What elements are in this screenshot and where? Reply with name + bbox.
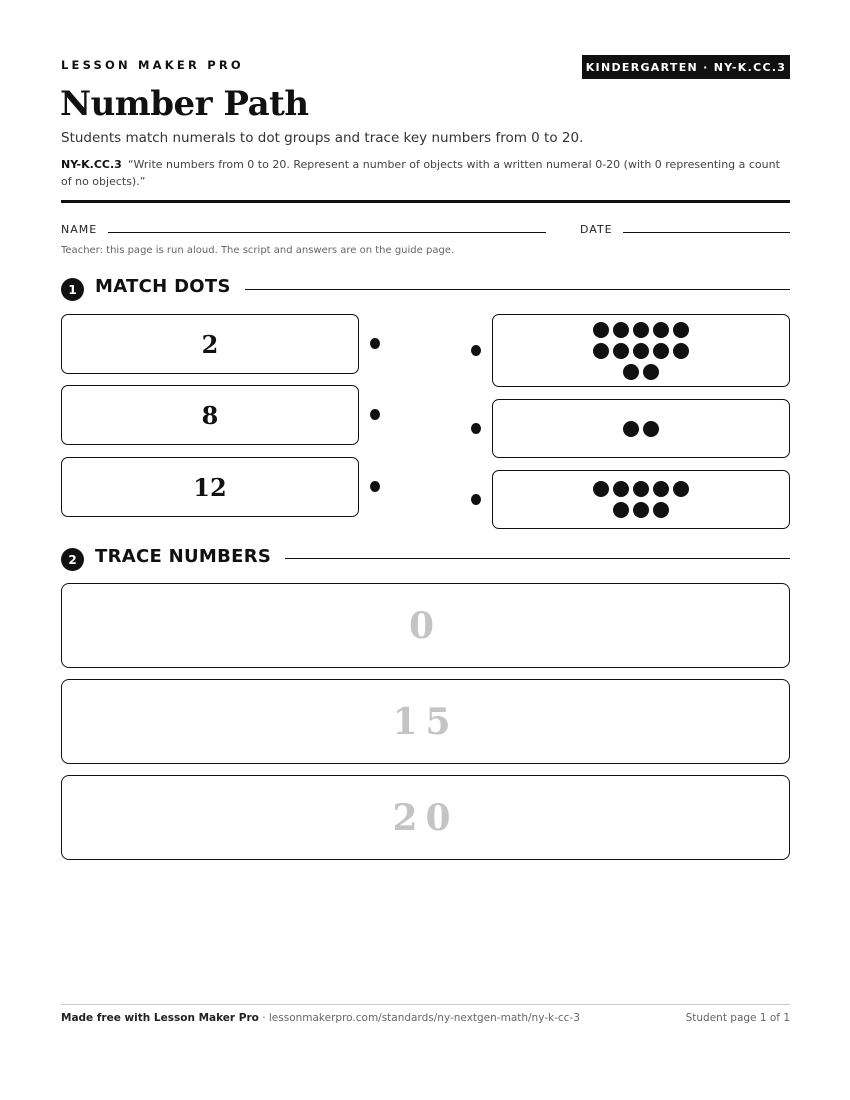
count-dot (613, 502, 629, 518)
footer-page-number: Student page 1 of 1 (685, 1012, 790, 1024)
footer-url[interactable]: · lessonmakerpro.com/standards/ny-nextgen-math/ny-k-cc-3 (258, 1012, 580, 1024)
dot-row (593, 481, 689, 497)
name-label: NAME (61, 223, 98, 236)
count-dot (593, 322, 609, 338)
grade-standard-badge: KINDERGARTEN · NY-K.CC.3 (582, 55, 790, 79)
numeral-match-point-3[interactable] (370, 481, 380, 492)
count-dot (633, 502, 649, 518)
dot-row (623, 364, 659, 380)
section-2-number: 2 (61, 548, 84, 571)
section-1-title: MATCH DOTS (95, 276, 231, 297)
footer-made-with: Made free with Lesson Maker Pro (61, 1012, 259, 1024)
count-dot (673, 322, 689, 338)
date-label: DATE (580, 223, 613, 236)
count-dot (653, 343, 669, 359)
numeral-box-2: 8 (61, 385, 359, 445)
dots-match-point-2[interactable] (471, 423, 481, 434)
dot-row (593, 322, 689, 338)
standard-code: NY-K.CC.3 (61, 158, 122, 171)
dot-group-box-2 (492, 399, 790, 458)
numeral-box-1: 2 (61, 314, 359, 374)
count-dot (643, 421, 659, 437)
section-2-title: TRACE NUMBERS (95, 546, 272, 567)
count-dot (653, 481, 669, 497)
dot-row (623, 421, 659, 437)
numeral-match-point-1[interactable] (370, 338, 380, 349)
count-dot (613, 481, 629, 497)
trace-box-1[interactable]: 0 (61, 583, 790, 668)
dots-match-point-1[interactable] (471, 345, 481, 356)
name-field[interactable] (108, 232, 546, 233)
count-dot (593, 343, 609, 359)
standard-description (61, 156, 791, 190)
count-dot (643, 364, 659, 380)
count-dot (633, 343, 649, 359)
count-dot (623, 364, 639, 380)
section-2-rule (285, 558, 790, 559)
footer-credit (61, 1012, 580, 1024)
trace-box-3[interactable]: 20 (61, 775, 790, 860)
date-field[interactable] (623, 232, 790, 233)
count-dot (593, 481, 609, 497)
page-title: Number Path (60, 84, 309, 124)
count-dot (673, 343, 689, 359)
dot-group-box-3 (492, 470, 790, 529)
count-dot (653, 322, 669, 338)
header-divider (61, 200, 790, 203)
dot-row (613, 502, 669, 518)
count-dot (673, 481, 689, 497)
footer-divider (61, 1004, 790, 1005)
section-1-number: 1 (61, 278, 84, 301)
count-dot (613, 343, 629, 359)
teacher-note: Teacher: this page is run aloud. The script and answers are on the guide page. (61, 245, 455, 256)
section-1-rule (245, 289, 790, 290)
dot-row (593, 343, 689, 359)
dot-group-box-1 (492, 314, 790, 387)
count-dot (633, 481, 649, 497)
brand-name: LESSON MAKER PRO (61, 58, 244, 72)
page-subtitle: Students match numerals to dot groups and trace key numbers from 0 to 20. (61, 130, 584, 146)
count-dot (633, 322, 649, 338)
standard-text: “Write numbers from 0 to 20. Represent a number of objects with a written numeral 0-20 (with 0 representing a count of no objects).” (61, 158, 780, 188)
numeral-box-3: 12 (61, 457, 359, 517)
dots-match-point-3[interactable] (471, 494, 481, 505)
trace-box-2[interactable]: 15 (61, 679, 790, 764)
count-dot (613, 322, 629, 338)
count-dot (623, 421, 639, 437)
count-dot (653, 502, 669, 518)
numeral-match-point-2[interactable] (370, 409, 380, 420)
